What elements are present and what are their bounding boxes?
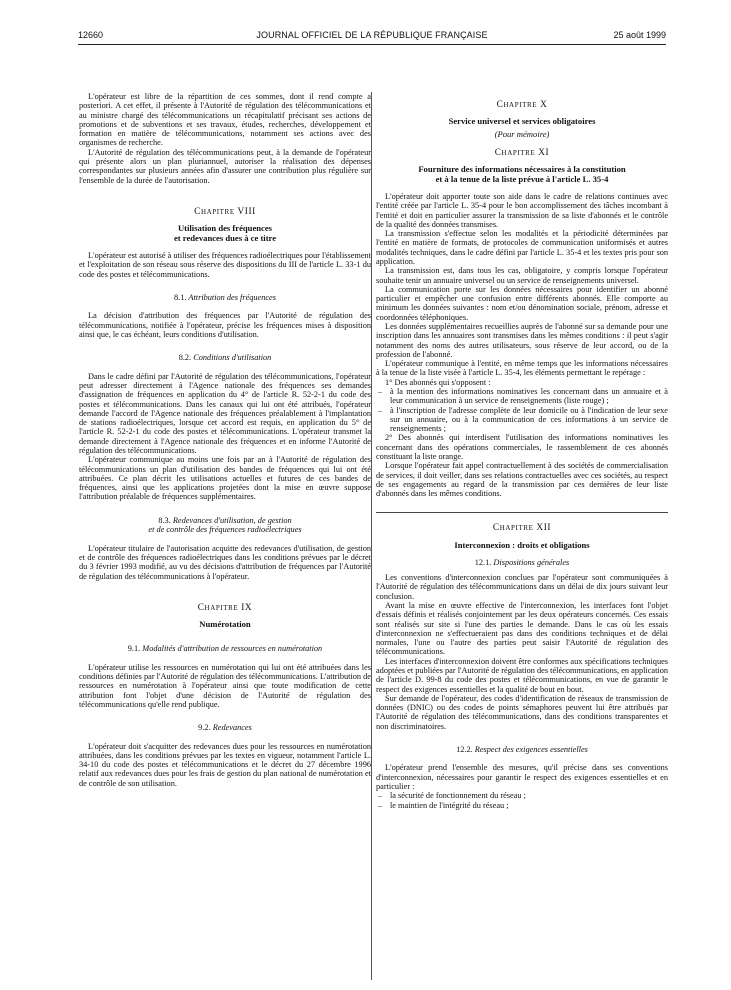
dash-item-text: à la mention des informations nominatives les concernant dans un annuaire et à leur communication à un service de renseignements (liste rouge) ; xyxy=(390,386,668,406)
page-header xyxy=(78,30,666,44)
paragraph: Avant la mise en œuvre effective de l'interconnexion, les interfaces font l'objet d'essais définis et réalisés conjointement par les deux opérateurs concernés. Ces essais sont réalisés sur site si l'une des parties le demande. Dans le cas où les essais d'interconnexion ne s'effectueraient pas dans des conditions techniques et de délai normales, l'une ou l'autre des parties peut saisir l'Autorité de régulation des télécommunications. xyxy=(376,601,668,657)
section-number: 8.1. xyxy=(174,292,187,302)
paragraph: L'opérateur utilise les ressources en numérotation qui lui ont été attribuées dans les conditions définies par l'Autorité de régulation des télécommunications. L'attribution de ressources en numérotation à l'opérateur ainsi que toute modification de cette attribution font l'objet d'une décision de l'Autorité de régulation des télécommunications qu'elle rend publique. xyxy=(79,662,371,709)
chapter-heading: Chapitre XII xyxy=(492,523,552,534)
chapter-title xyxy=(376,165,668,185)
paragraph: Les données supplémentaires recueillies auprès de l'abonné sur sa demande pour une inscription dans les annuaires sont transmises dans les mêmes conditions : il peut s'agir notamment des noms des autres utilisateurs, sous réserve de leur accord, ou de la profession de l'abonné. xyxy=(376,322,668,359)
dash-bullet: – xyxy=(378,405,383,415)
chapter-heading: Chapitre VIII xyxy=(194,206,256,217)
paragraph: La transmission s'effectue selon les modalités et la périodicité déterminées par l'entité en matière de formats, de protocoles de communication uniformisés et autres modalités techniques, dans le cadre défini par l'article L. 35-4 et les textes pris pour son application. xyxy=(376,229,668,267)
section-heading xyxy=(79,723,371,733)
chapter-title: Numérotation xyxy=(199,619,251,630)
list-item: 1° Des abonnés qui s'opposent : xyxy=(385,377,491,387)
section-divider xyxy=(376,512,668,513)
section-title: et de contrôle des fréquences radioélectriques xyxy=(148,525,302,535)
left-column xyxy=(79,92,371,788)
dash-bullet: – xyxy=(378,386,383,396)
chapter-heading: Chapitre IX xyxy=(197,602,253,613)
section-title: Dispositions générales xyxy=(493,557,570,567)
dash-bullet: – xyxy=(378,800,383,810)
chapter-title-line: Utilisation des fréquences xyxy=(177,223,273,234)
section-heading xyxy=(376,558,668,568)
section-number: 8.2. xyxy=(178,353,192,363)
chapter-title-line: Fourniture des informations nécessaires à la constitution xyxy=(418,164,626,175)
section-heading xyxy=(79,353,371,363)
dash-item xyxy=(376,791,668,800)
paragraph: La communication porte sur les données nécessaires pour identifier un abonné particulier et empêcher une confusion entre différents abonnés. Elle comporte au minimum les données suivantes : nom et/ou dénomination sociale, prénom, adresse et coordonnées téléphoniques. xyxy=(376,284,668,322)
chapter-subtitle: (Pour mémoire) xyxy=(494,129,550,140)
paragraph: L'opérateur titulaire de l'autorisation acquitte des redevances d'utilisation, de gestion et de contrôle des fréquences radioélectriques dans les conditions prévues par le décret du 3 février 1993 modifié, au vu des décisions d'attribution de fréquences par l'Autorité de régulation des télécommunications à l'opérateur. xyxy=(79,543,371,581)
dash-bullet: – xyxy=(378,791,383,801)
column-separator xyxy=(371,92,372,980)
section-title: Redevances d'utilisation, de gestion xyxy=(172,515,292,525)
section-heading xyxy=(376,745,668,755)
section-title: Respect des exigences essentielles xyxy=(474,744,588,754)
section-heading xyxy=(79,644,371,654)
dash-item-text: à l'inscription de l'adresse complète de leur domicile ou à l'indication de leur sexe sur un annuaire, ou à la communication de ces informations à un service de renseignements ; xyxy=(390,405,668,434)
chapter-title xyxy=(79,224,371,244)
section-heading xyxy=(79,293,371,303)
section-title: Modalités d'attribution de ressources en numérotation xyxy=(142,644,323,654)
section-number: 8.3. xyxy=(158,515,171,525)
dash-item-text: la sécurité de fonctionnement du réseau ; xyxy=(390,791,526,801)
section-number: 12.2. xyxy=(456,744,473,754)
publication-date: 25 août 1999 xyxy=(613,30,666,40)
paragraph: L'opérateur communique au moins une fois par an à l'Autorité de régulation des télécommunications un plan d'utilisation des bandes de fréquences qui lui ont été attribuées. Ce plan décrit les utilisations actuelles et futures de ces bandes de fréquences, ainsi que les applications projetées dont la mise en œuvre suppose l'attribution préalable de fréquences supplémentaires. xyxy=(79,455,371,502)
paragraph: Dans le cadre défini par l'Autorité de régulation des télécommunications, l'opérateur peut adresser directement à l'Agence nationale des fréquences ses demandes d'assignation de fréquences en application du 4° de l'article R. 52-2-1 du code des postes et télécommunications. Dans les canaux qui lui ont été attribués, l'opérateur demande l'accord de l'Agence nationale des fréquences préalablement à l'implantation de stations radioélectriques, lorsque cet accord est requis, en application du 5° de l'article R. 52-2-1 du code des postes et télécommunications. L'opérateur transmet la demande directement à l'Agence nationale des fréquences et en informe l'Autorité de régulation des télécommunications. xyxy=(79,371,371,455)
section-heading xyxy=(79,516,371,535)
paragraph: L'opérateur doit s'acquitter des redevances dues pour les ressources en numérotation attribuées, dans les conditions prévues par les textes en vigueur, notamment l'article L. 34-10 du code des postes et télécommunications et le décret du 27 décembre 1996 relatif aux redevances dues pour les frais de gestion du plan national de numérotation et de contrôle de son utilisation. xyxy=(79,741,371,788)
list-item: 2° Des abonnés qui interdisent l'utilisation des informations nominatives les concernant dans des opérations commerciales, le rassemblement de ces abonnés constituant la liste orange. xyxy=(376,433,668,461)
paragraph: Sur demande de l'opérateur, des codes d'identification de réseaux de transmission de données (DNIC) ou des codes de points sémaphores peuvent lui être attribués par l'Autorité de régulation des télécommunications, dans des conditions transparentes et non discriminatoires. xyxy=(376,693,668,731)
chapter-title: Interconnexion : droits et obligations xyxy=(454,539,590,550)
chapter-title-line: et à la tenue de la liste prévue à l'article L. 35-4 xyxy=(435,174,609,185)
paragraph: L'opérateur est autorisé à utiliser des fréquences radioélectriques pour l'établissement et l'exploitation de son réseau sous réserve des dispositions du III de l'article L. 33-1 du code des postes et télécommunications. xyxy=(79,250,371,279)
dash-item xyxy=(376,801,668,810)
section-title: Redevances xyxy=(212,723,252,733)
paragraph: La transmission est, dans tous les cas, obligatoire, y compris lorsque l'opérateur souhaite tenir un annuaire universel ou un service de renseignements universel. xyxy=(376,266,668,285)
section-number: 9.1. xyxy=(127,644,141,654)
section-number: 12.1. xyxy=(474,557,492,567)
chapter-title-line: et redevances dues à ce titre xyxy=(173,233,277,244)
dash-item xyxy=(376,387,668,406)
chapter-title: Service universel et services obligatoires xyxy=(448,116,596,127)
paragraph: L'opérateur doit apporter toute son aide dans le cadre de relations continues avec l'entité créée par l'article L. 35-4 pour le bon accomplissement des tâches incombant à l'entité et doit en particulier assurer la transmission de sa liste d'abonnés et le contrôle de la qualité des données transmises. xyxy=(376,192,668,229)
paragraph: La décision d'attribution des fréquences par l'Autorité de régulation des télécommunications, notifiée à l'opérateur, précise les fréquences mises à disposition ainsi que, le cas échéant, leurs conditions d'utilisation. xyxy=(79,311,371,339)
paragraph: L'opérateur prend l'ensemble des mesures, qu'il précise dans ses conventions d'interconnexion, nécessaires pour garantir le respect des exigences essentielles et en particulier : xyxy=(376,763,668,792)
paragraph: L'opérateur est libre de la répartition de ces sommes, dont il rend compte a posteriori. A cet effet, il présente à l'Autorité de régulation des télécommunications et au ministre chargé des télécommunications un récapitulatif précisant ses actions de promotions et de subventions et ses travaux, études, recherches, développement et formation en matière de télécommunications, notamment ses actions avec des organismes de recherche. xyxy=(79,92,371,148)
paragraph: Les interfaces d'interconnexion doivent être conformes aux spécifications techniques adoptées et publiées par l'Autorité de régulation des télécommunications, en application de l'article D. 99-8 du code des postes et télécommunications, en vue de garantir le respect des exigences essentielles et la qualité de bout en bout. xyxy=(376,656,668,694)
right-column xyxy=(376,100,668,810)
page-number: 12660 xyxy=(78,30,104,40)
dash-item-text: le maintien de l'intégrité du réseau ; xyxy=(390,800,509,810)
section-number: 9.2. xyxy=(198,723,211,733)
paragraph: Les conventions d'interconnexion conclues par l'opérateur sont communiquées à l'Autorité de régulation des télécommunications dans un délai de dix jours suivant leur conclusion. xyxy=(376,573,668,601)
journal-title: JOURNAL OFFICIEL DE LA RÉPUBLIQUE FRANÇAISE xyxy=(256,30,488,40)
paragraph: L'Autorité de régulation des télécommunications peut, à la demande de l'opérateur qui présente alors un plan pluriannuel, autoriser la réalisation des dépenses correspondantes sur plusieurs années afin d'assurer une contribution plus régulière sur l'ensemble de la durée de l'autorisation. xyxy=(79,147,371,185)
dash-item xyxy=(376,406,668,434)
chapter-heading: Chapitre X xyxy=(496,100,548,110)
paragraph: Lorsque l'opérateur fait appel contractuellement à des sociétés de commercialisation de services, il doit veiller, dans ses relations contractuelles avec ces sociétés, au respect de ses engagements au regard de la transmission par ces dernières de leur liste d'abonnés dans les mêmes conditions. xyxy=(376,461,668,499)
section-title: Attribution des fréquences xyxy=(188,292,276,302)
chapter-heading: Chapitre XI xyxy=(494,147,550,158)
paragraph: L'opérateur communique à l'entité, en même temps que les informations nécessaires à la tenue de la liste visée à l'article L. 35-4, les éléments permettant le repérage : xyxy=(376,359,668,378)
header-rule xyxy=(78,44,666,45)
section-title: Conditions d'utilisation xyxy=(193,353,272,363)
